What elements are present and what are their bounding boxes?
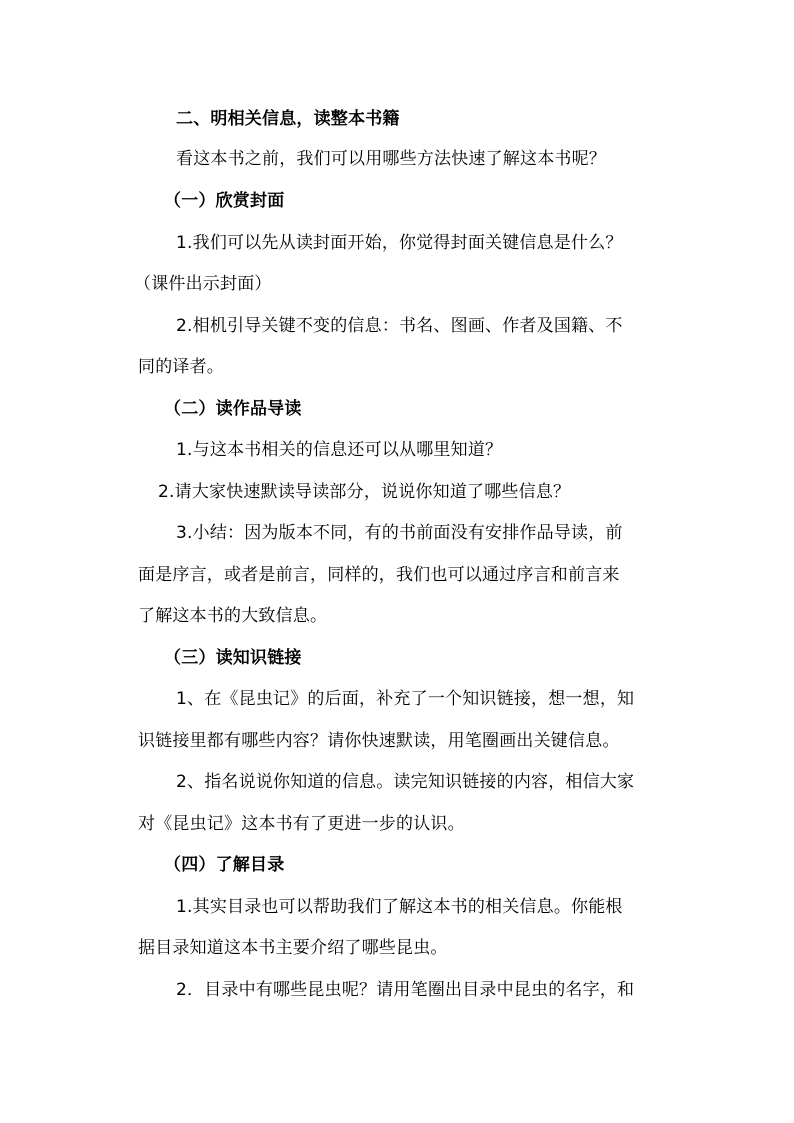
part3-item2-line2: 对《昆虫记》这本书有了更进一步的认识。 <box>138 814 465 834</box>
part2-item3-line2: 面是序言，或者是前言，同样的，我们也可以通过序言和前言来 <box>138 565 620 585</box>
part2-heading: （二）读作品导读 <box>164 399 302 419</box>
part2-item3-line3: 了解这本书的大致信息。 <box>138 606 328 626</box>
part3-heading: （三）读知识链接 <box>164 648 302 668</box>
part1-item1-line1: 1.我们可以先从读封面开始，你觉得封面关键信息是什么？ <box>176 233 623 253</box>
part3-item2-line1: 2、指名说说你知道的信息。读完知识链接的内容，相信大家 <box>176 772 635 792</box>
part1-item2-line2: 同的译者。 <box>138 357 224 377</box>
part4-item1-line1: 1.其实目录也可以帮助我们了解这本书的相关信息。你能根 <box>176 897 623 917</box>
part1-heading: （一）欣赏封面 <box>164 191 285 211</box>
part3-item1-line1: 1、在《昆虫记》的后面，补充了一个知识链接，想一想，知 <box>176 689 635 709</box>
part4-item2-line1: 2．目录中有哪些昆虫呢？请用笔圈出目录中昆虫的名字，和 <box>176 980 635 1000</box>
part1-item2-line1: 2.相机引导关键不变的信息：书名、图画、作者及国籍、不 <box>176 316 623 336</box>
part4-item1-line2: 据目录知道这本书主要介绍了哪些昆虫。 <box>138 938 448 958</box>
intro-paragraph: 看这本书之前，我们可以用哪些方法快速了解这本书呢？ <box>176 149 606 169</box>
part4-heading: （四）了解目录 <box>164 855 285 875</box>
section-heading: 二、明相关信息，读整本书籍 <box>176 109 400 129</box>
part2-item3-line1: 3.小结：因为版本不同，有的书前面没有安排作品导读，前 <box>176 523 623 543</box>
part3-item1-line2: 识链接里都有哪些内容？请你快速默读，用笔圈画出关键信息。 <box>138 731 620 751</box>
part2-item2: 2.请大家快速默读导读部分，说说你知道了哪些信息？ <box>158 482 571 502</box>
part1-item1-line2: （课件出示封面） <box>134 274 272 294</box>
part2-item1: 1.与这本书相关的信息还可以从哪里知道？ <box>176 440 503 460</box>
